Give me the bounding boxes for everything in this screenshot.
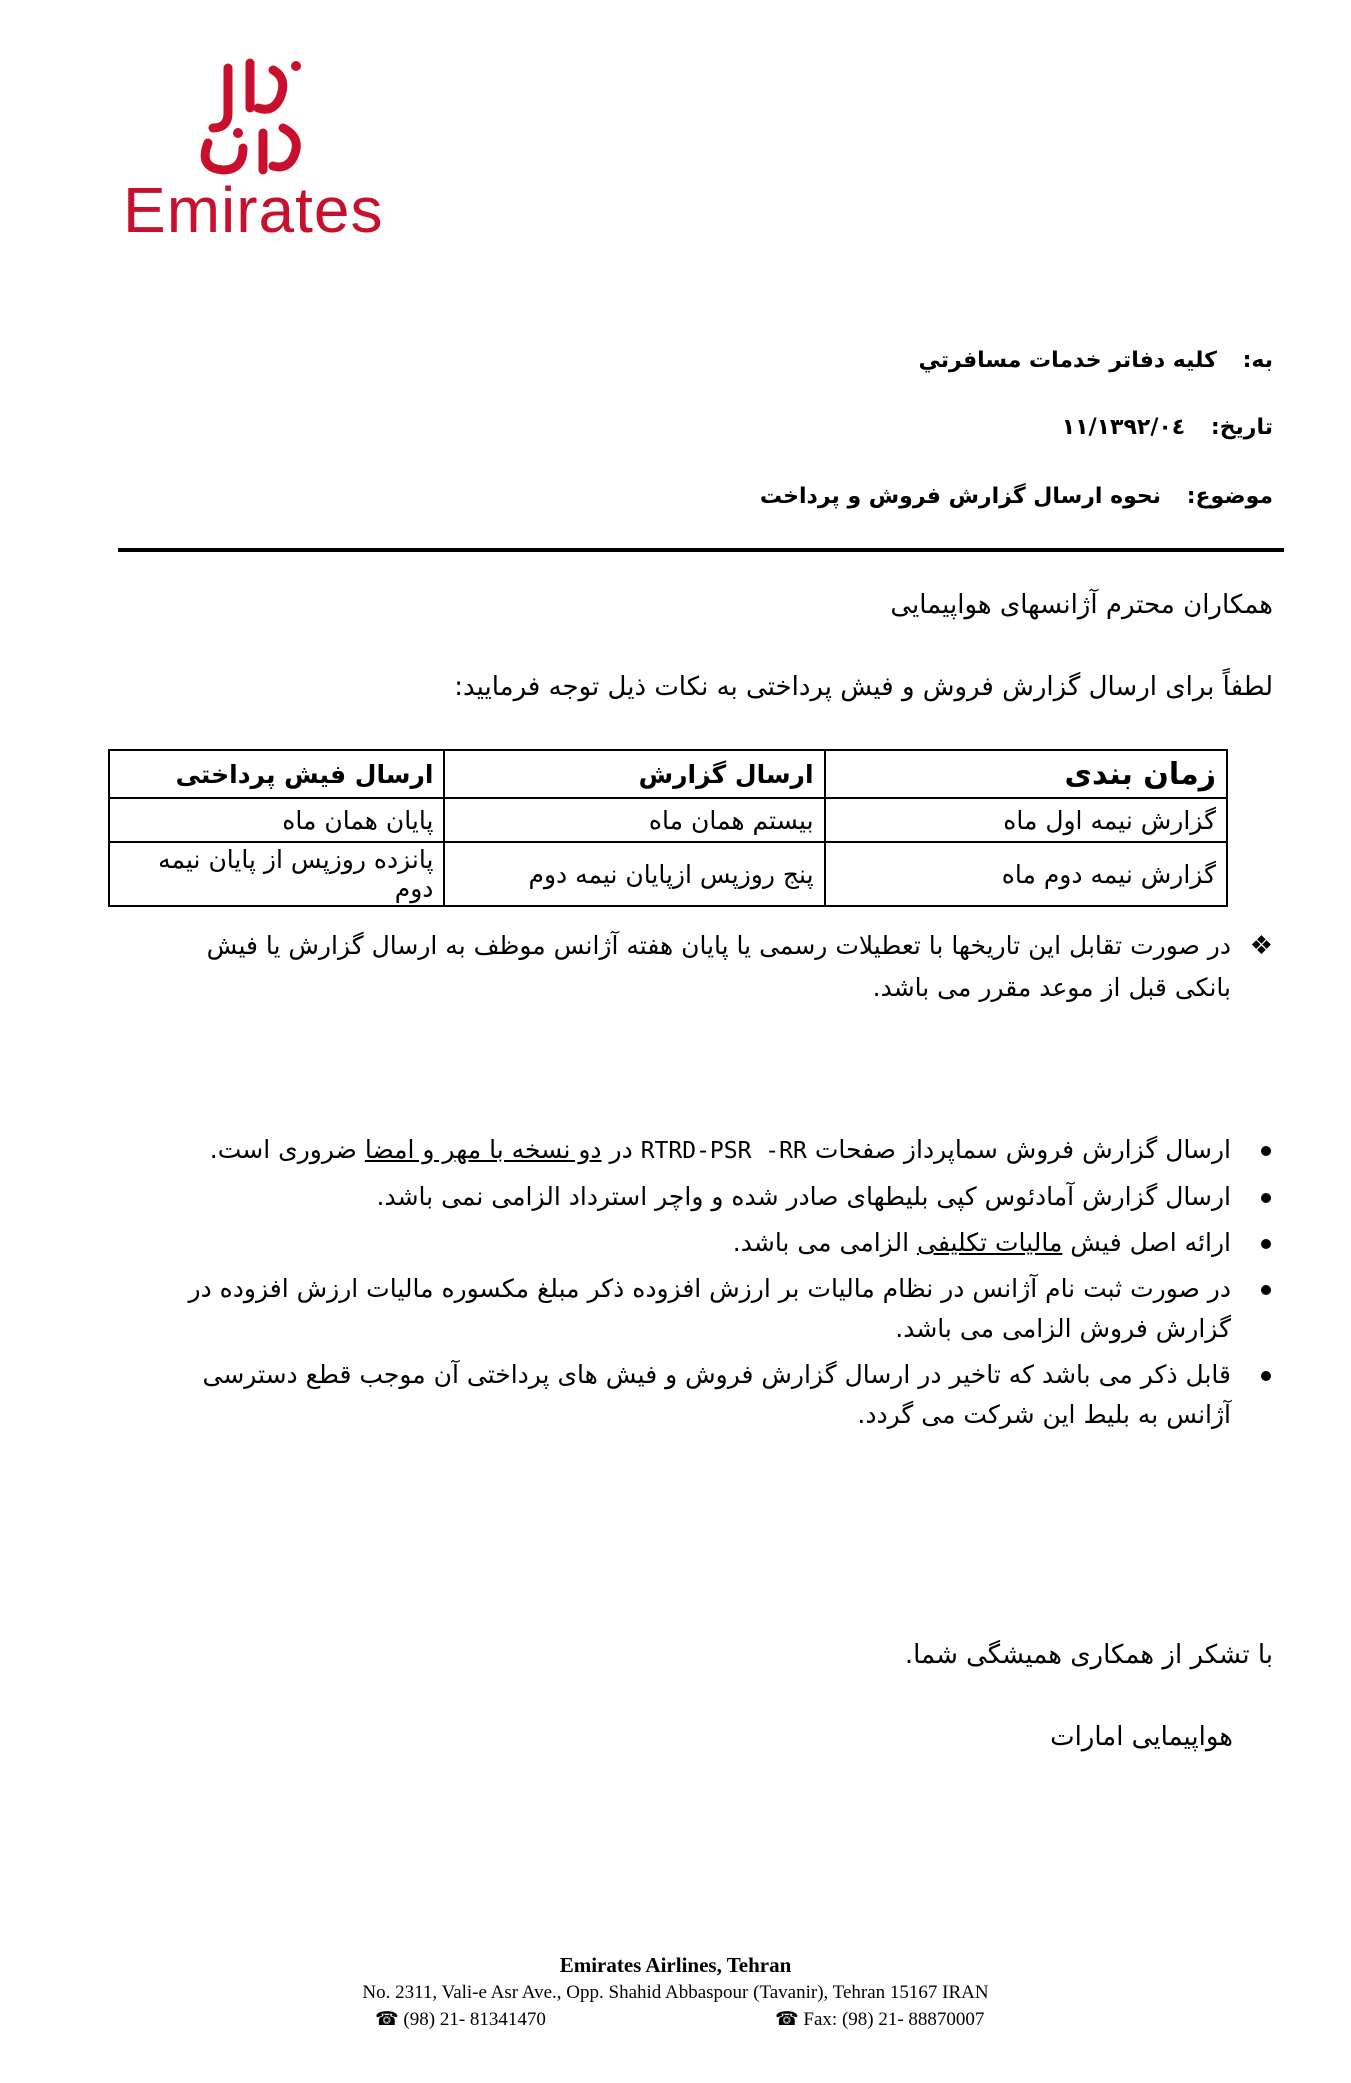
footer xyxy=(0,1952,1351,2033)
date-label: تاریخ: xyxy=(1210,415,1273,440)
emirates-wordmark: Emirates xyxy=(123,174,384,246)
list-item-text: الزامی می باشد. xyxy=(732,1228,910,1257)
table-cell: پنج روزپس ازپایان نیمه دوم xyxy=(444,842,824,906)
signature: هواپیمایی امارات xyxy=(1050,1722,1233,1752)
table-cell: گزارش نیمه دوم ماه xyxy=(825,842,1227,906)
holiday-note xyxy=(171,925,1273,1009)
greeting: همكاران محترم آژانسهای هواپیمایی xyxy=(890,590,1273,620)
table-row xyxy=(109,798,1227,842)
underlined-text: دو نسخه با مهر و امضا xyxy=(364,1135,602,1164)
footer-phone: ☎ (98) 21- 81341470 xyxy=(375,2009,546,2030)
bullet-dot-icon xyxy=(1261,1285,1271,1295)
list-item xyxy=(171,1177,1231,1217)
footer-fax: ☎ Fax: (98) 21- 88870007 xyxy=(775,2009,985,2030)
table-header-cell: ارسال گزارش xyxy=(444,750,824,798)
header-divider xyxy=(118,548,1284,552)
recipient-line xyxy=(919,348,1274,373)
footer-contacts xyxy=(0,2006,1351,2033)
subject-value: نحوه ارسال گزارش فروش و پرداخت xyxy=(759,484,1162,509)
footer-address: No. 2311, Vali-e Asr Ave., Opp. Shahid Abbaspour (Tavanir), Tehran 15167 IRAN xyxy=(362,1982,989,2003)
footer-company: Emirates Airlines, Tehran xyxy=(559,1953,792,1977)
closing-thanks: با تشكر از همكاری همیشگی شما. xyxy=(904,1640,1273,1670)
date-value: ۱۳۹۲/۰٤/۱۱ xyxy=(1061,415,1186,440)
table-cell: گزارش نیمه اول ماه xyxy=(825,798,1227,842)
table-cell: پانزده روزپس از پایان نیمه دوم xyxy=(109,842,444,906)
table-cell: پایان همان ماه xyxy=(109,798,444,842)
list-item xyxy=(171,1269,1231,1349)
arabic-calligraphy-logo-icon xyxy=(188,58,318,188)
schedule-table xyxy=(108,749,1228,907)
table-header-cell: زمان بندی xyxy=(825,750,1227,798)
list-item-text: در صورت ثبت نام آژانس در نظام مالیات بر ارزش افزوده ذكر مبلغ مكسوره مالیات ارزش افزوده در گزارش فروش الزامی می باشد. xyxy=(188,1274,1231,1343)
intro-text: لطفاً برای ارسال گزارش فروش و فیش پرداختی به نكات ذیل توجه فرمایید: xyxy=(454,672,1273,702)
bullet-dot-icon xyxy=(1261,1193,1271,1203)
list-item-text: قابل ذكر می باشد كه تاخیر در ارسال گزارش فروش و فیش های پرداختی آن موجب قطع دسترسی آژانس به بلیط این شركت می گردد. xyxy=(202,1360,1231,1429)
subject-line xyxy=(760,484,1273,509)
date-line xyxy=(1062,415,1273,440)
bullet-dot-icon xyxy=(1261,1371,1271,1381)
instruction-list xyxy=(171,1130,1231,1441)
list-item-text: در xyxy=(609,1135,633,1164)
table-header-row xyxy=(109,750,1227,798)
emirates-logo xyxy=(118,58,384,248)
underlined-text: مالیات تكلیفی xyxy=(917,1228,1063,1257)
table-row xyxy=(109,842,1227,906)
bullet-dot-icon xyxy=(1261,1146,1271,1156)
list-item-text: ارائه اصل فیش xyxy=(1070,1228,1231,1257)
diamond-bullet-icon: ❖ xyxy=(1249,931,1273,961)
table-header-cell: ارسال فیش پرداختی xyxy=(109,750,444,798)
list-item-text: ارسال گزارش آمادئوس كپی بلیطهای صادر شده و واچر استرداد الزامی نمی باشد. xyxy=(376,1182,1231,1211)
recipient-label: به: xyxy=(1242,348,1273,373)
list-item-text: ضروری است. xyxy=(209,1135,357,1164)
recipient-value: كليه دفاتر خدمات مسافرتي xyxy=(918,348,1217,373)
list-item xyxy=(171,1223,1231,1263)
report-code: RTRD-PSR -RR xyxy=(640,1138,807,1164)
holiday-note-text: در صورت تقابل این تاریخها با تعطیلات رسمی یا پایان هفته آژانس موظف به ارسال گزارش یا فیش بانكی قبل از موعد مقرر می باشد. xyxy=(206,931,1231,1002)
table-cell: بیستم همان ماه xyxy=(444,798,824,842)
list-item xyxy=(171,1355,1231,1435)
list-item xyxy=(171,1130,1231,1171)
subject-label: موضوع: xyxy=(1186,484,1273,509)
bullet-dot-icon xyxy=(1261,1239,1271,1249)
list-item-text: ارسال گزارش فروش سماپرداز صفحات xyxy=(814,1135,1231,1164)
